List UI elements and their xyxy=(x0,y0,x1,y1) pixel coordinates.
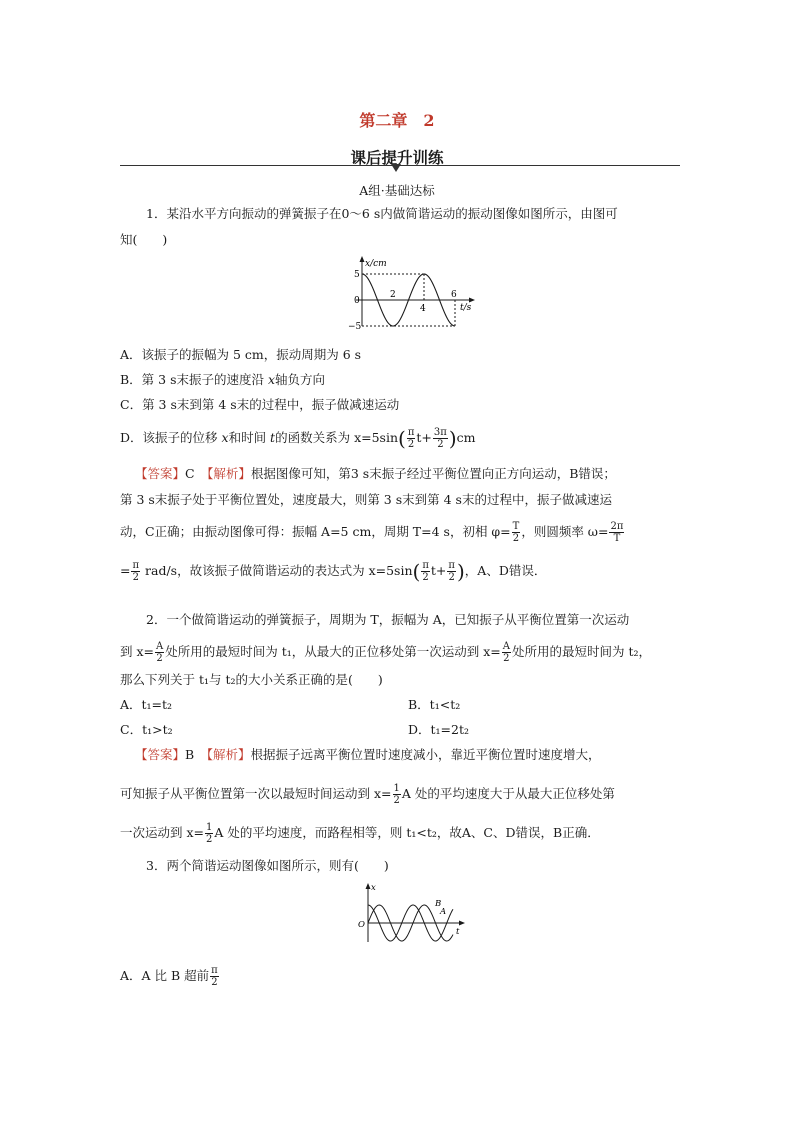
q3-wave-b-label: B xyxy=(435,899,442,909)
q2-stem-line2: 到 x= $\frac{A}{2}$ 处所用的最短时间为 t₁，从最大的正位移处第一次运动到 x= $\frac{A}{2}$ 处所用的最短时间为 t₂， xyxy=(120,641,651,664)
chapter-title: 第二章 2 xyxy=(359,111,435,130)
q1-answer-line1: 【答案】C 【解析】根据图像可知，第3 s末振子经过平衡位置向正方向运动，B错误； xyxy=(135,466,616,481)
q3-y-label: x xyxy=(371,883,376,893)
q2-analysis-line3: 一次运动到 x= $\frac{1}{2}$ A 处的平均速度，而路程相等，则 t₁<t₂，故A、C、D错误，B正确． xyxy=(120,822,600,845)
q2-option-b: B．t₁<t₂ xyxy=(408,697,461,712)
q1-xtick-6: 6 xyxy=(451,290,457,300)
q1-analysis-line3: 动，C正确；由振动图像可得：振幅 A=5 cm，周期 T=4 s，初相 φ= $\frac{T}{2}$ ，则圆频率 ω= $\frac{2\pi}{T}$ xyxy=(120,521,624,544)
q2-stem-line1: 2．一个做简谐运动的弹簧振子，周期为 T，振幅为 A，已知振子从平衡位置第一次运动 xyxy=(146,612,630,627)
q1-y-label: x/cm xyxy=(365,259,387,269)
q1-xtick-4: 4 xyxy=(420,304,426,314)
q3-y-arrow-icon xyxy=(366,883,371,889)
q1-ytick-neg5: −5 xyxy=(348,322,362,332)
q1-ytick-5: 5 xyxy=(354,270,360,280)
q1-analysis-line2: 第 3 s末振子处于平衡位置处，速度最大，则第 3 s末到第 4 s末的过程中，振子做减速运 xyxy=(120,492,612,507)
group-heading: A组·基础达标 xyxy=(359,183,435,198)
q1-vibration-graph xyxy=(340,254,480,332)
q3-wave-a-label: A xyxy=(440,907,447,917)
q2-option-d: D．t₁=2t₂ xyxy=(408,722,470,737)
q1-xtick-2: 2 xyxy=(390,290,396,300)
q3-x-arrow-icon xyxy=(459,921,465,926)
q1-x-label: t/s xyxy=(460,303,472,313)
q2-answer-line1: 【答案】B 【解析】根据振子远离平衡位置时速度减小，靠近平衡位置时速度增大， xyxy=(135,747,601,762)
q3-option-a: A．A 比 B 超前 $\frac{\pi}{2}$ xyxy=(120,965,218,988)
q1-ytick-0: 0 xyxy=(354,296,360,306)
section-subtitle: 课后提升训练 xyxy=(350,148,444,167)
q1-stem-line2: 知( ) xyxy=(120,232,168,247)
q1-option-a: A．该振子的振幅为 5 cm，振动周期为 6 s xyxy=(120,347,362,362)
q1-analysis-line4: = $\frac{\pi}{2}$ rad/s，故该振子做简谐运动的表达式为 x=5sin( $\frac{\pi}{2}$ t+ $\frac{\pi}{2}$ )，A、D错误． xyxy=(120,559,547,584)
q1-y-arrow-icon xyxy=(360,256,365,262)
q3-stem: 3．两个简谐运动图像如图所示，则有( ) xyxy=(146,858,389,873)
q2-option-a: A．t₁=t₂ xyxy=(120,697,173,712)
q3-two-waves-graph xyxy=(350,880,470,944)
rule-arrow-icon xyxy=(391,164,401,172)
q2-stem-line3: 那么下列关于 t₁与 t₂的大小关系正确的是( ) xyxy=(120,672,383,687)
q1-stem-line1: 1．某沿水平方向振动的弹簧振子在0～6 s内做简谐运动的振动图像如图所示，由图可 xyxy=(146,206,618,221)
q2-option-c: C．t₁>t₂ xyxy=(120,722,173,737)
q3-x-label: t xyxy=(456,927,460,937)
q1-option-b: B．第 3 s末振子的速度沿 x轴负方向 xyxy=(120,372,326,387)
q1-option-c: C．第 3 s末到第 4 s末的过程中，振子做减速运动 xyxy=(120,397,400,412)
q1-option-d: D．该振子的位移 x和时间 t的函数关系为 x=5sin( $\frac{\pi}{2}$ t+ $\frac{3\pi}{2}$ )cm xyxy=(120,426,476,451)
q1-x-arrow-icon xyxy=(469,298,475,303)
q3-origin-label: O xyxy=(358,920,365,930)
q2-analysis-line2: 可知振子从平衡位置第一次以最短时间运动到 x= $\frac{1}{2}$ A 处的平均速度大于从最大正位移处第 xyxy=(120,783,615,806)
